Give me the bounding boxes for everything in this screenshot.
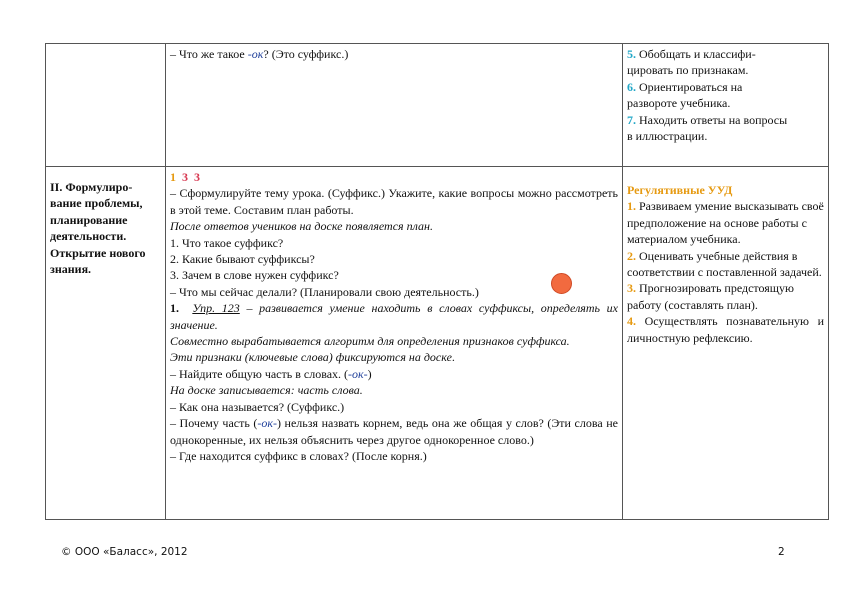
exercise-link: Упр. 123 [192, 301, 240, 316]
lesson-table [45, 43, 829, 520]
footer-copyright: © ООО «Баласс», 2012 [61, 546, 188, 558]
uud-title: Регулятивные УУД [627, 183, 733, 197]
suffix-ok: -ок [247, 47, 264, 61]
page-number: 2 [778, 546, 785, 558]
color-numbers: 1 3 3 [170, 170, 200, 184]
stage-cell [46, 44, 166, 167]
table-row [46, 44, 829, 167]
cursor-dot [551, 273, 572, 294]
uud-cell: Регулятивные УУД 1. Развиваем умение высказывать своё предположение на основе работы с материалом учебника. 2. Оценивать учебные действия в соответствии с поставленной задачей. 3. Прогнозировать предстоящую работу (составлять план). 4. Осуществлять познавательную и личностную рефлексию. [623, 167, 829, 520]
stage-title: II. Формулиро-вание проблемы, планирование деятельности. Открытие нового знания. [46, 167, 166, 520]
table-row [46, 167, 829, 520]
uud-cell: 5. Обобщать и классифи- цировать по признакам. 6. Ориентироваться на развороте учебника. 7. Находить ответы на вопросы в иллюстрации. [623, 44, 829, 167]
activity-cell: – Что же такое -ок? (Это суффикс.) [166, 44, 623, 167]
activity-cell: 1 3 3 – Сформулируйте тему урока. (Суффикс.) Укажите, какие вопросы можно рассмотреть в этой теме. Составим план работы. После ответов учеников на доске появляется план. 1. Что такое суффикс? 2. Какие бывают суффиксы? 3. Зачем в слове нужен суффикс? – Что мы сейчас делали? (Планировали свою деятельность.) 1. Упр. 123 – развивается умение находить в словах суффиксы, определять их значение. Совместно вырабатывается алгоритм для определения признаков суффикса. Эти признаки (ключевые слова) фиксируются на доске. – Найдите общую часть в словах. (-ок-) На доске записывается: часть слова. – Как она называется? (Суффикс.) – Почему часть (-ок-) нельзя назвать корнем, ведь она же общая у слов? (Эти слова не однокоренные, их нельзя объяснить через другое однокоренное слово.) – Где находится суффикс в словах? (После корня.) [166, 167, 623, 520]
